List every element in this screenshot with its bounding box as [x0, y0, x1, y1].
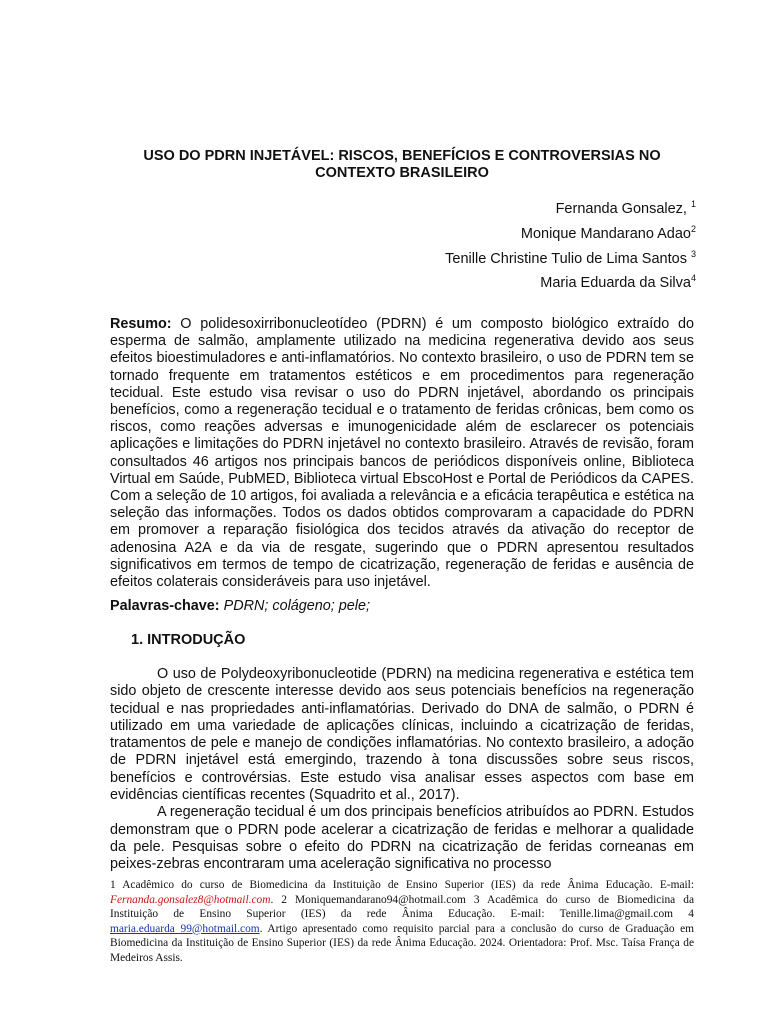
introduction-body: [110, 666, 694, 874]
author-3: [445, 244, 696, 269]
footnote-4-email-link[interactable]: maria.eduarda_99@hotmail.com: [110, 922, 260, 935]
paper-title-line-2: CONTEXTO BRASILEIRO: [315, 165, 489, 181]
author-affiliation-mark: 3: [690, 248, 696, 259]
author-name: Fernanda Gonsalez,: [555, 200, 687, 217]
footnote-2-text: . 2 Moniquemandarano94@hotmail.com 3 Acadêmica do curso de Biomedicina da Instituição de Ensino Superior (IES) da rede Ânima Educação. E-mail: Tenille.lima@gmail.com 4: [110, 893, 694, 920]
author-affiliation-mark: 2: [690, 223, 696, 234]
footnote-1-email[interactable]: Fernanda.gonsalez8@hotmail.com: [110, 893, 271, 906]
section-heading-introduction: 1. INTRODUÇÃO: [131, 632, 246, 648]
keywords: [110, 598, 694, 615]
author-name: Tenille Christine Tulio de Lima Santos: [445, 250, 687, 267]
author-name: Maria Eduarda da Silva: [540, 275, 691, 292]
paper-title: [110, 148, 694, 182]
author-4: [445, 268, 696, 293]
abstract-text: O polidesoxirribonucleotídeo (PDRN) é um composto biológico extraído do esperma de salmão, amplamente utilizado na medicina regenerativa devido aos seus efeitos bioestimuladores e anti-inflamatórios. No contexto brasileiro, o uso de PDRN tem se tornado frequente em tratamentos estéticos e em procedimentos para regeneração tecidual. Este estudo visa revisar o uso do PDRN injetável, abordando os principais benefícios, como a regeneração tecidual e o tratamento de feridas crônicas, bem como os riscos, como reações adversas e imunogenicidade além de esclarecer os potenciais aplicações e limitações do PDRN injetável no contexto brasileiro. Através de revisão, foram consultados 46 artigos nos principais bancos de periódicos disponíveis online, Biblioteca Virtual em Saúde, PubMED, Biblioteca virtual EbscoHost e Portal de Periódicos da CAPES. Com a seleção de 10 artigos, foi avaliada a relevância e a eficácia terapêutica e estética na seleção das informações. Todos os dados obtidos comprovaram a capacidade do PDRN em promover a reparação fisiológica dos tecidos através da ativação do receptor de adenosina A2A e da via de resgate, sugerindo que o PDRN apresentou resultados significativos em termos de tempo de cicatrização, regeneração de feridas e ausência de efeitos colaterais consideráveis para uso injetável.: [110, 316, 694, 591]
footnote-1-text: 1 Acadêmico do curso de Biomedicina da Instituição de Ensino Superior (IES) da rede Ânima Educação. E-mail:: [110, 879, 694, 891]
footnotes: [110, 878, 694, 965]
footnote-4-text: . Artigo apresentado como requisito parcial para a conclusão do curso de Graduação em Biomedicina da Instituição de Ensino Superior (IES) da rede Ânima Educação. 2024. Orientadora: Prof. Msc. Taísa França de Medeiros Assis.: [110, 922, 694, 964]
author-2: [445, 219, 696, 244]
abstract-label: Resumo:: [110, 316, 172, 332]
author-affiliation-mark: 4: [690, 273, 696, 284]
intro-paragraph-1: O uso de Polydeoxyribonucleotide (PDRN) na medicina regenerativa e estética tem sido objeto de crescente interesse devido aos seus potenciais benefícios na regeneração tecidual e nas propriedades anti-inflamatórias. Derivado do DNA de salmão, o PDRN é utilizado em uma variedade de aplicações clínicas, incluindo a cicatrização de feridas, tratamentos de pele e manejo de condições inflamatórias. No contexto brasileiro, a adoção de PDRN injetável está emergindo, trazendo à tona discussões sobre seus riscos, benefícios e controvérsias. Este estudo visa analisar esses aspectos com base em evidências científicas recentes (Squadrito et al., 2017).: [110, 666, 694, 804]
author-name: Monique Mandarano Adao: [520, 225, 691, 242]
keywords-text: PDRN; colágeno; pele;: [223, 598, 370, 614]
keywords-label: Palavras-chave:: [110, 598, 220, 614]
paper-title-line-1: USO DO PDRN INJETÁVEL: RISCOS, BENEFÍCIOS E CONTROVERSIAS NO: [143, 148, 661, 164]
footnote-block: [110, 878, 694, 965]
author-1: [445, 194, 696, 219]
intro-paragraph-2: A regeneração tecidual é um dos principais benefícios atribuídos ao PDRN. Estudos demonstram que o PDRN pode acelerar a cicatrização de feridas e melhorar a qualidade da pele. Pesquisas sobre o efeito do PDRN na cicatrização de feridas corneanas em peixes-zebras encontraram uma aceleração significativa no processo: [110, 804, 694, 873]
author-affiliation-mark: 1: [690, 199, 696, 209]
author-list: [445, 194, 696, 293]
abstract: [110, 316, 694, 591]
